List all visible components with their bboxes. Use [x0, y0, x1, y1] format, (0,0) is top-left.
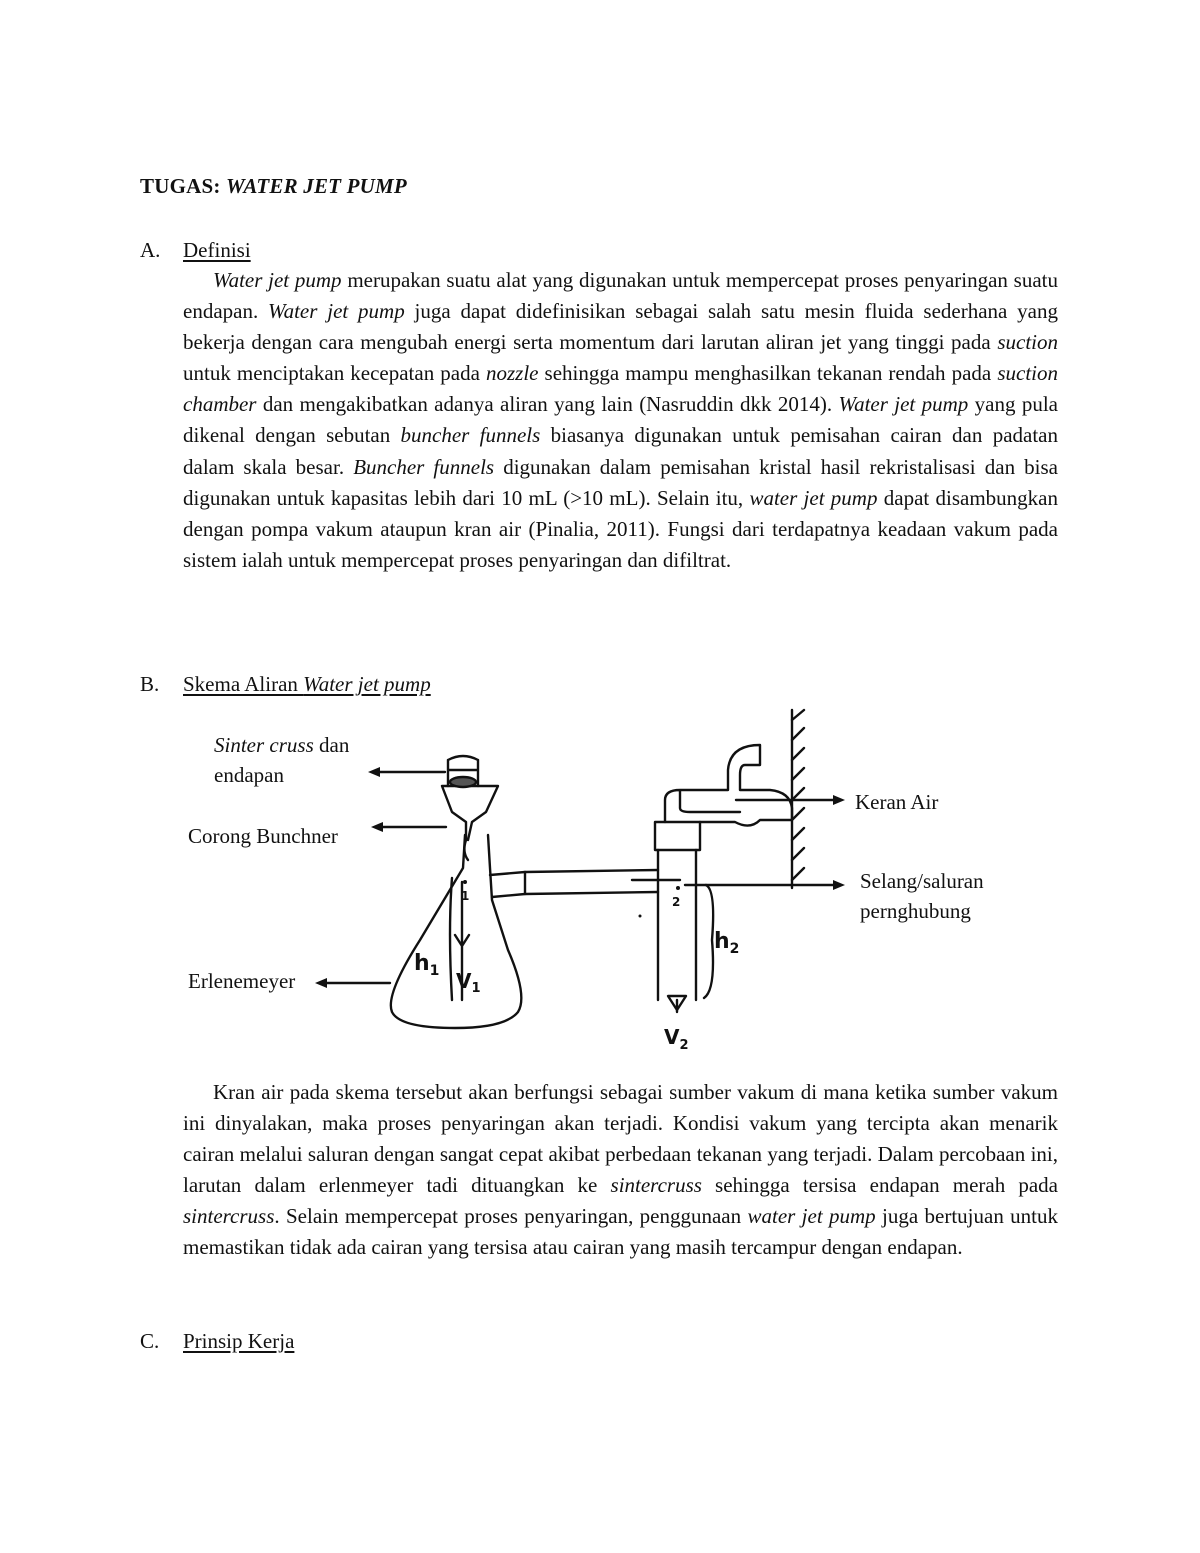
text-run: sehingga mampu menghasilkan tekanan rendah pada — [538, 361, 998, 386]
text-run: untuk menciptakan kecepatan pada — [183, 361, 486, 386]
italic-term: sintercruss — [610, 1173, 702, 1198]
title-prefix: TUGAS: — [140, 174, 226, 198]
section-c-letter: C. — [140, 1329, 160, 1353]
label-corong-bunchner: Corong Bunchner — [188, 824, 338, 848]
label-erlenmeyer: Erlenemeyer — [188, 969, 296, 993]
italic-term: suction — [997, 330, 1058, 355]
definition-paragraph — [183, 265, 1058, 576]
title-italic: WATER JET PUMP — [226, 174, 407, 198]
italic-term: Water jet pump — [838, 392, 969, 417]
erlenmeyer-flask — [391, 835, 521, 1028]
italic-term: nozzle — [485, 361, 539, 386]
mark-point-2: 2 — [672, 895, 681, 909]
italic-term: water jet pump — [749, 485, 878, 510]
section-c-title: Prinsip Kerja — [183, 1329, 295, 1353]
text-run: dan mengakibatkan adanya aliran yang lain (Nasruddin dkk 2014). — [256, 392, 839, 417]
document-title — [140, 174, 407, 199]
label-selang-1: Selang/saluran — [860, 869, 984, 893]
h2-bracket — [704, 885, 713, 998]
section-b-title-italic: Water jet pump — [303, 672, 431, 696]
label-selang-2: pernghubung — [860, 899, 971, 923]
label-endapan: endapan — [214, 763, 284, 787]
side-arm — [490, 870, 658, 897]
section-b-heading — [140, 672, 431, 697]
label-keran-air: Keran Air — [855, 790, 939, 814]
label-h1: $h_1$ — [414, 951, 440, 979]
section-a-title: Definisi — [183, 238, 251, 262]
text-run: . Selain mempercepat proses penyaringan, penggunaan — [274, 1204, 748, 1229]
section-b-title — [183, 672, 431, 696]
text-run: dapat disambungkan dengan pompa vakum ataupun kran air (Pinalia, 2011). Fungsi dari terdapatnya keadaan vakum pada sistem ialah untuk mempercepat proses penyaringan dan difiltrat. — [183, 485, 1058, 572]
italic-term: sintercruss — [183, 1204, 275, 1229]
schema-explanation-paragraph — [183, 1077, 1058, 1264]
text-run: juga dapat didefinisikan sebagai salah satu mesin fluida sederhana yang bekerja dengan cara mengubah energi serta momentum dari larutan aliran jet yang tinggi pada — [183, 299, 1058, 355]
section-a-heading — [140, 238, 251, 263]
italic-term: suction chamber — [183, 361, 1058, 417]
mark-point-1: 1 — [461, 889, 470, 903]
section-c-heading — [140, 1329, 294, 1354]
text-run: juga bertujuan untuk memastikan tidak ada cairan yang tersisa atau cairan yang masih tercampur dengan endapan. — [183, 1204, 1058, 1260]
label-h2: $h_2$ — [714, 929, 740, 957]
text-run: Kran air pada skema tersebut akan berfungsi sebagai sumber vakum di mana ketika sumber vakum ini dinyalakan, maka proses penyaringan akan terjadi. Kondisi vakum yang tercipta akan menarik cairan melalui saluran dengan sangat cepat akibat perbedaan tekanan yang terjadi. Dalam percobaan ini, larutan dalam erlenmeyer tadi dituangkan ke — [183, 1080, 1058, 1198]
water-faucet — [665, 745, 792, 826]
italic-term: buncher funnels — [400, 423, 541, 448]
italic-term: Water jet pump — [268, 299, 405, 324]
section-a-letter: A. — [140, 238, 161, 262]
label-v1: $V_1$ — [456, 969, 481, 996]
water-jet-pump-diagram — [180, 700, 1080, 1060]
text-run: biasanya digunakan untuk pemisahan cairan dan padatan dalam skala besar. — [183, 423, 1058, 479]
text-run: digunakan dalam pemisahan kristal hasil rekristalisasi dan bisa digunakan untuk kapasitas lebih dari 10 mL (>10 mL). Selain itu, — [183, 454, 1059, 510]
label-v2: $V_2$ — [664, 1025, 689, 1053]
italic-term: Water jet pump — [213, 268, 342, 292]
text-run: yang pula dikenal dengan sebutan — [183, 392, 1058, 448]
text-run: merupakan suatu alat yang digunakan untuk mempercepat proses penyaringan suatu endapan. — [183, 268, 1058, 324]
italic-term: water jet pump — [747, 1204, 876, 1229]
italic-term: Buncher funnels — [353, 454, 495, 479]
buchner-funnel — [442, 786, 498, 840]
pump-tube — [658, 850, 696, 1000]
label-sinter-cruss: Sinter cruss dan — [214, 733, 350, 757]
section-b-letter: B. — [140, 672, 160, 696]
text-run: sehingga tersisa endapan merah pada — [701, 1173, 1058, 1198]
section-b-title-plain: Skema Aliran — [183, 672, 304, 696]
